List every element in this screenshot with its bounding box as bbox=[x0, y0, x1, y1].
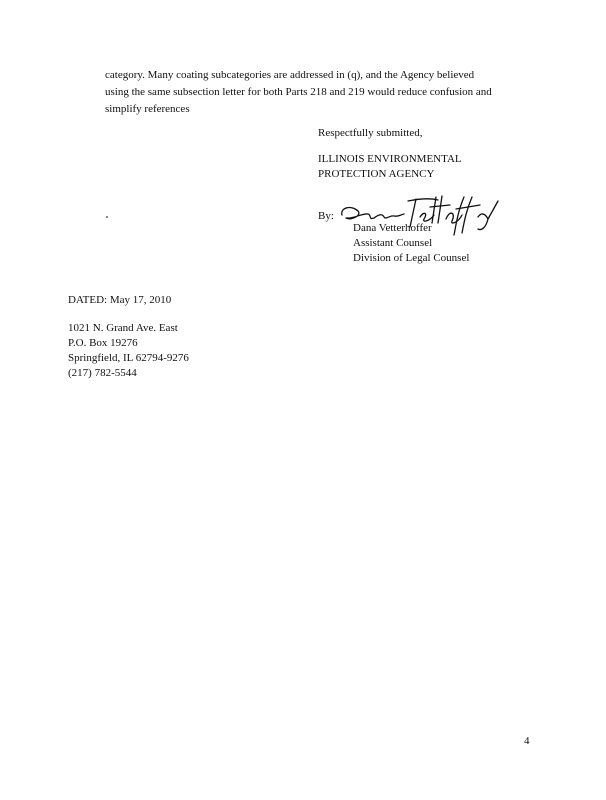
signer-title: Assistant Counsel bbox=[353, 237, 433, 249]
address-line: Springfield, IL 62794-9276 bbox=[68, 352, 189, 364]
page-number: 4 bbox=[524, 735, 530, 747]
stray-mark bbox=[106, 216, 108, 218]
body-line: using the same subsection letter for both Parts 218 and 219 would reduce confusion and bbox=[105, 86, 492, 98]
organization-name bbox=[318, 151, 462, 181]
mailing-address bbox=[68, 320, 189, 380]
dated-line: DATED: May 17, 2010 bbox=[68, 294, 172, 306]
body-paragraph bbox=[105, 67, 492, 118]
address-line: P.O. Box 19276 bbox=[68, 337, 138, 349]
signer-division: Division of Legal Counsel bbox=[353, 252, 470, 264]
closing-salutation: Respectfully submitted, bbox=[318, 127, 423, 139]
organization-line: PROTECTION AGENCY bbox=[318, 168, 435, 180]
body-line: simplify references bbox=[105, 103, 190, 115]
body-line: category. Many coating subcategories are addressed in (q), and the Agency believed bbox=[105, 69, 475, 81]
by-label: By: bbox=[318, 210, 334, 222]
organization-line: ILLINOIS ENVIRONMENTAL bbox=[318, 153, 462, 165]
signer-block bbox=[353, 220, 469, 265]
phone-number: (217) 782-5544 bbox=[68, 367, 137, 379]
address-line: 1021 N. Grand Ave. East bbox=[68, 322, 178, 334]
signer-name: Dana Vetterhoffer bbox=[353, 222, 432, 234]
